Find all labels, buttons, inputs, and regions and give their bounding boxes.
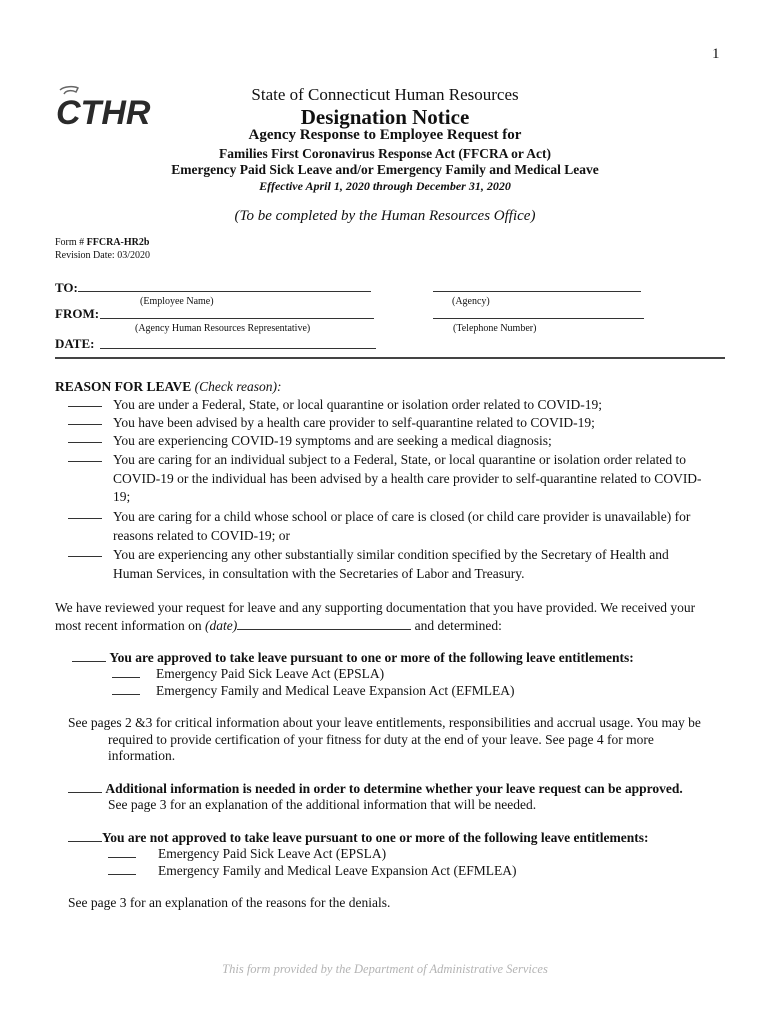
agency-caption: (Agency) bbox=[452, 296, 490, 307]
denied-option-2 bbox=[108, 863, 517, 879]
approved-option-2-label: Emergency Family and Medical Leave Expansion Act (EFMLEA) bbox=[156, 683, 515, 698]
reason-text-5: You are caring for a child whose school or place of care is closed (or child care provider is unavailable) for reasons related to COVID-19; or bbox=[113, 509, 691, 543]
logo-text: CTHR bbox=[56, 94, 151, 132]
reason-text-6: You are experiencing any other substantially similar condition specified by the Secretary of Health and Human Services, in consultation with the Secretaries of Labor and Treasury. bbox=[113, 547, 669, 581]
employee-name-caption: (Employee Name) bbox=[140, 296, 214, 307]
header-act: Families First Coronavirus Response Act (FFCRA or Act) bbox=[218, 146, 552, 161]
additional-checkbox[interactable] bbox=[68, 781, 102, 793]
telephone-field[interactable] bbox=[433, 318, 644, 319]
approved-option-1-checkbox[interactable] bbox=[112, 666, 140, 678]
hr-rep-field[interactable] bbox=[100, 318, 374, 319]
reason-text-2: You have been advised by a health care provider to self-quarantine related to COVID-19; bbox=[113, 415, 595, 430]
reason-heading-hint: (Check reason): bbox=[191, 379, 282, 394]
hr-rep-caption: (Agency Human Resources Representative) bbox=[135, 323, 311, 334]
approved-note-line1: See pages 2 &3 for critical information about your leave entitlements, responsibilities and accrual usage. You may be bbox=[68, 715, 701, 730]
form-number-value: FFCRA-HR2b bbox=[86, 237, 150, 248]
denied-option-1 bbox=[108, 846, 386, 862]
date-label: DATE: bbox=[55, 336, 95, 351]
page-footer: This form provided by the Department of Administrative Services bbox=[222, 962, 548, 976]
review-text-line2 bbox=[55, 618, 502, 634]
denied-option-1-label: Emergency Paid Sick Leave Act (EPSLA) bbox=[158, 846, 387, 861]
page-number: 1 bbox=[712, 46, 720, 62]
telephone-caption: (Telephone Number) bbox=[453, 323, 537, 334]
section-divider bbox=[55, 357, 725, 359]
review-text-line1: We have reviewed your request for leave and any supporting documentation that you have provided. We received your bbox=[55, 600, 696, 615]
page-title: Designation Notice bbox=[300, 105, 470, 129]
approved-option-1-label: Emergency Paid Sick Leave Act (EPSLA) bbox=[156, 666, 385, 681]
reason-text-1: You are under a Federal, State, or local quarantine or isolation order related to COVID-19; bbox=[113, 397, 602, 412]
denied-option-1-checkbox[interactable] bbox=[108, 846, 136, 858]
review-text-prefix: most recent information on bbox=[55, 618, 205, 633]
additional-heading: Additional information is needed in order to determine whether your leave request can be approved. bbox=[105, 781, 683, 796]
reason-item-1 bbox=[68, 396, 728, 415]
reason-checkbox-1[interactable] bbox=[68, 406, 102, 407]
revision-date: Revision Date: 03/2020 bbox=[55, 250, 150, 261]
date-field[interactable] bbox=[100, 348, 376, 349]
reason-item-5 bbox=[68, 508, 718, 545]
header-org: State of Connecticut Human Resources bbox=[251, 85, 519, 104]
denied-option-2-label: Emergency Family and Medical Leave Expansion Act (EFMLEA) bbox=[158, 863, 517, 878]
form-number bbox=[55, 237, 149, 248]
denied-checkbox[interactable] bbox=[68, 830, 102, 842]
reason-checkbox-2[interactable] bbox=[68, 424, 102, 425]
header-completed-by: (To be completed by the Human Resources Office) bbox=[234, 208, 536, 224]
header-leave-types: Emergency Paid Sick Leave and/or Emergency Family and Medical Leave bbox=[171, 162, 599, 177]
reason-item-3 bbox=[68, 432, 728, 451]
denied-section bbox=[68, 830, 648, 846]
approved-note-line3: information. bbox=[108, 748, 176, 763]
additional-section bbox=[68, 781, 683, 797]
to-label: TO: bbox=[55, 280, 78, 295]
agency-field[interactable] bbox=[433, 291, 641, 292]
employee-name-field[interactable] bbox=[78, 291, 371, 292]
denied-heading: You are not approved to take leave pursuant to one or more of the following leave entitlements: bbox=[102, 830, 649, 845]
approved-option-2 bbox=[112, 683, 515, 699]
form-number-prefix: Form # bbox=[55, 237, 87, 248]
denied-option-2-checkbox[interactable] bbox=[108, 863, 136, 875]
review-date-hint: (date) bbox=[204, 618, 238, 633]
approved-note-line2: required to provide certification of your fitness for duty at the end of your leave. See page 4 for more bbox=[108, 732, 654, 747]
approved-option-1 bbox=[112, 666, 384, 682]
reason-item-2 bbox=[68, 414, 728, 433]
approved-section bbox=[72, 650, 634, 666]
header-effective: Effective April 1, 2020 through December 31, 2020 bbox=[259, 179, 511, 193]
denied-note: See page 3 for an explanation of the reasons for the denials. bbox=[68, 895, 391, 910]
additional-note: See page 3 for an explanation of the additional information that will be needed. bbox=[108, 797, 537, 812]
reason-heading-label: REASON FOR LEAVE bbox=[55, 379, 192, 394]
approved-checkbox[interactable] bbox=[72, 650, 106, 662]
reason-item-6 bbox=[68, 546, 708, 583]
reason-text-3: You are experiencing COVID-19 symptoms and are seeking a medical diagnosis; bbox=[113, 433, 552, 448]
reason-heading bbox=[55, 379, 282, 395]
from-label: FROM: bbox=[55, 306, 100, 321]
approved-heading: You are approved to take leave pursuant to one or more of the following leave entitlements: bbox=[109, 650, 634, 665]
reason-checkbox-6[interactable] bbox=[68, 556, 102, 557]
reason-checkbox-3[interactable] bbox=[68, 442, 102, 443]
reason-checkbox-4[interactable] bbox=[68, 461, 102, 462]
reason-item-4 bbox=[68, 451, 718, 507]
approved-option-2-checkbox[interactable] bbox=[112, 683, 140, 695]
header-subtitle: Agency Response to Employee Request for bbox=[248, 127, 522, 143]
review-text-suffix: and determined: bbox=[411, 618, 502, 633]
reason-text-4: You are caring for an individual subject to a Federal, State, or local quarantine or isolation order related to COVID-19 or the individual has been advised by a health care provider to self-quarantine related to COVID-19; bbox=[113, 452, 702, 504]
review-date-field[interactable] bbox=[237, 618, 411, 630]
reason-checkbox-5[interactable] bbox=[68, 518, 102, 519]
